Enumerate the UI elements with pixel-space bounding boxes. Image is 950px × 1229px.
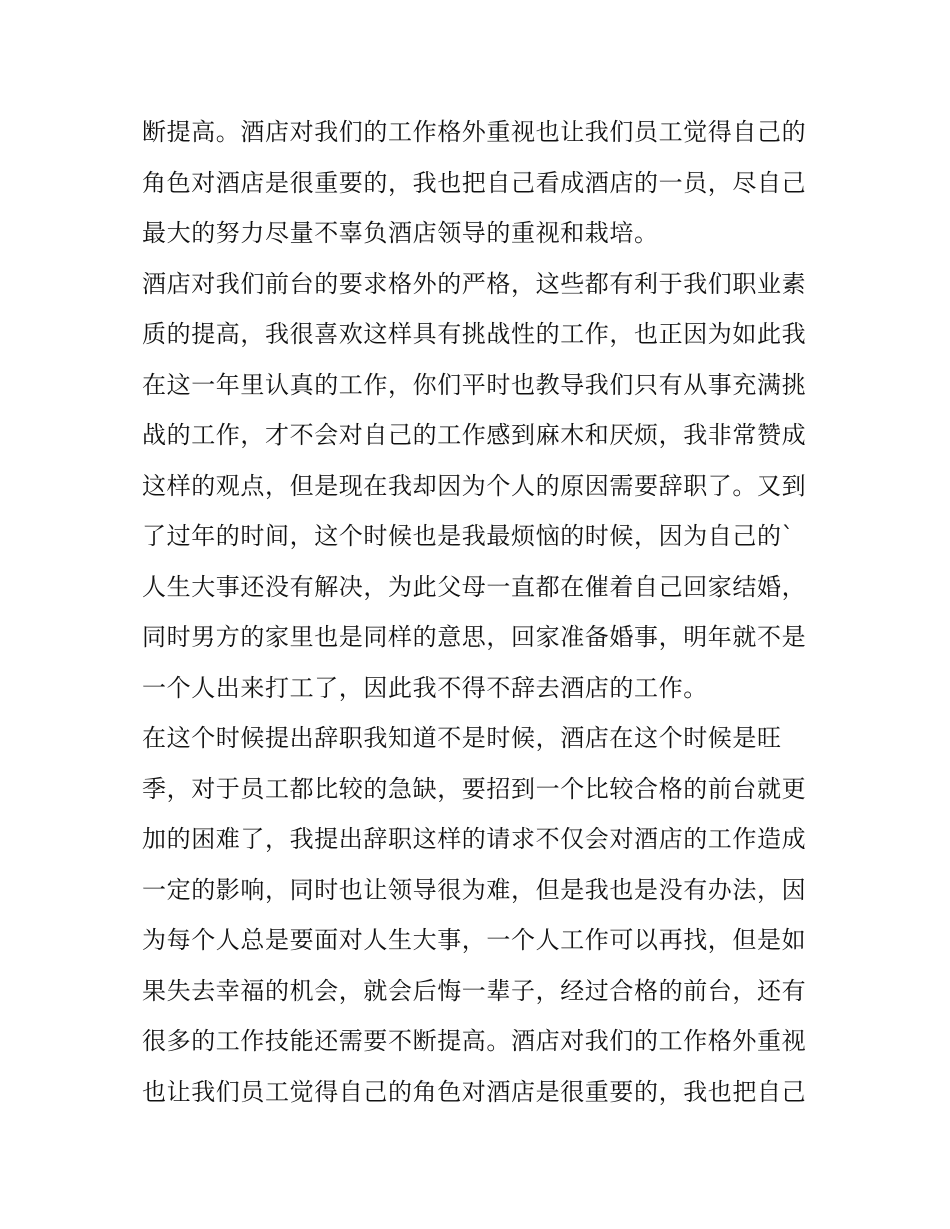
text-line: 同时男方的家里也是同样的意思，回家准备婚事，明年就不是 — [142, 623, 807, 651]
text-line: 季，对于员工都比较的急缺，要招到一个比较合格的前台就更 — [142, 774, 807, 803]
text-line: 质的提高，我很喜欢这样具有挑战性的工作，也正因为如此我 — [142, 320, 807, 348]
text-line: 加的困难了，我提出辞职这样的请求不仅会对酒店的工作造成 — [142, 825, 807, 853]
text-line: 也让我们员工觉得自己的角色对酒店是很重要的，我也把自己 — [142, 1077, 807, 1106]
text-line: 为每个人总是要面对人生大事，一个人工作可以再找，但是如 — [142, 926, 807, 954]
text-line: 断提高。酒店对我们的工作格外重视也让我们员工觉得自己的 — [142, 118, 807, 146]
text-line: 人生大事还没有解决，为此父母一直都在催着自己回家结婚， — [142, 572, 807, 601]
text-line: 一个人出来打工了，因此我不得不辞去酒店的工作。 — [142, 673, 708, 702]
text-line: 角色对酒店是很重要的，我也把自己看成酒店的一员，尽自己 — [142, 168, 807, 197]
text-line: 在这个时候提出辞职我知道不是时候，酒店在这个时候是旺 — [142, 724, 782, 752]
text-line: 战的工作，才不会对自己的工作感到麻木和厌烦，我非常赞成 — [142, 421, 807, 449]
text-line: 很多的工作技能还需要不断提高。酒店对我们的工作格外重视 — [142, 1027, 807, 1055]
text-line: 了过年的时间，这个时候也是我最烦恼的时候，因为自己的` — [142, 522, 795, 550]
text-line: 果失去幸福的机会，就会后悔一辈子，经过合格的前台，还有 — [142, 976, 807, 1005]
text-line: 在这一年里认真的工作，你们平时也教导我们只有从事充满挑 — [142, 370, 807, 399]
text-line: 最大的努力尽量不辜负酒店领导的重视和栽培。 — [142, 219, 659, 247]
text-line: 酒店对我们前台的要求格外的严格，这些都有利于我们职业素 — [142, 269, 807, 298]
text-line: 这样的观点，但是现在我却因为个人的原因需要辞职了。又到 — [142, 471, 807, 500]
body-text — [142, 107, 822, 1117]
text-line: 一定的影响，同时也让领导很为难，但是我也是没有办法，因 — [142, 875, 807, 904]
